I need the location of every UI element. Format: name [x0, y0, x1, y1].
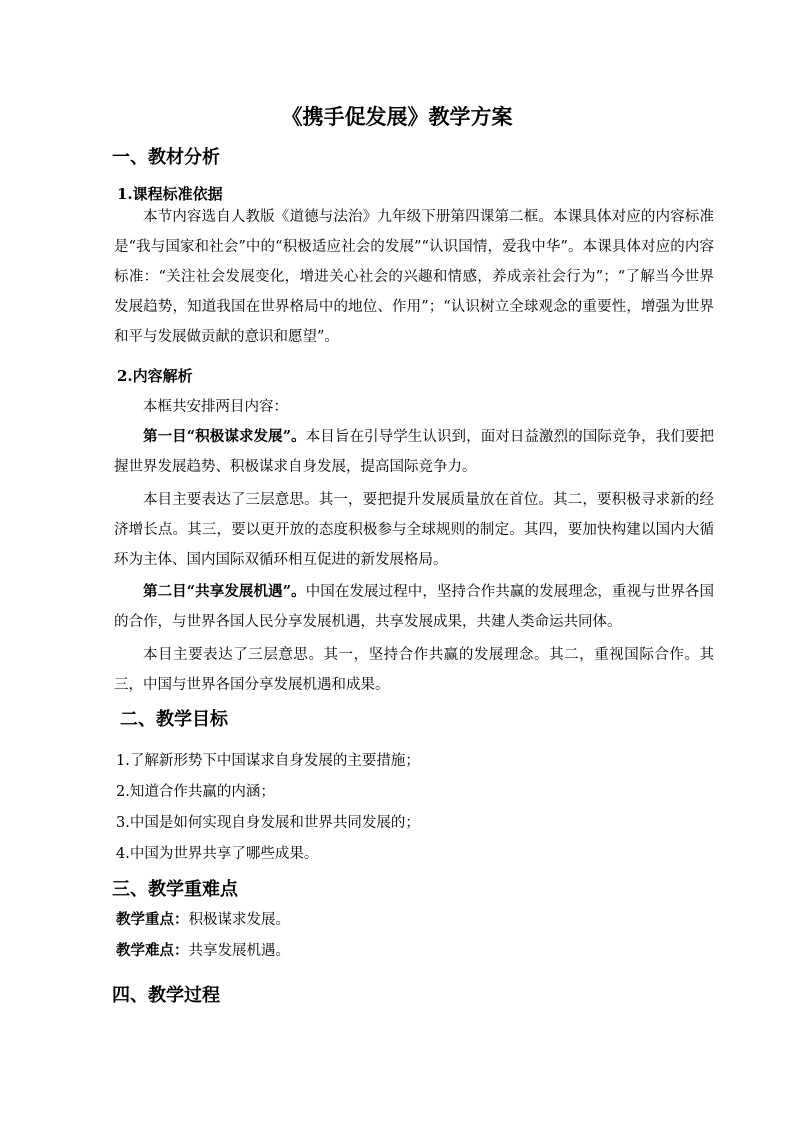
difficult-point-value: 共享发展机遇。 — [188, 943, 290, 959]
item1-paragraph — [114, 422, 714, 482]
curriculum-standard-paragraph: 本节内容选自人教版《道德与法治》九年级下册第四课第二框。本课具体对应的内容标准是“我与国家和社会”中的“积极适应社会的发展”“认识国情，爱我中华”。本课具体对应的内容标准：“关注社会发展变化，增进关心社会的兴趣和情感，养成亲社会行为”；“了解当今世界发展趋势，知道我国在世界格局中的地位、作用”；“认识树立全球观念的重要性，增强为世界和平与发展做贡献的意识和愿望”。 — [114, 209, 714, 345]
goal-item: 3.中国是如何实现自身发展和世界共同发展的； — [116, 815, 420, 831]
subsection-1-heading: 1.课程标准依据 — [117, 185, 223, 203]
item2-text: 中国在发展过程中，坚持合作共赢的发展理念，重视与世界各国的合作，与世界各国人民分享发展机遇，共享发展成果，共建人类命运共同体。 — [114, 584, 714, 630]
item2-paragraph — [114, 577, 714, 637]
goal-item: 4.中国为世界共享了哪些成果。 — [116, 846, 319, 862]
section-3-heading: 三、教学重难点 — [112, 879, 238, 900]
goal-item: 2.知道合作共赢的内涵； — [116, 784, 275, 800]
difficult-point-line — [116, 939, 290, 963]
document-title: 《携手促发展》教学方案 — [281, 104, 513, 129]
item1-text: 本目旨在引导学生认识到，面对日益激烈的国际竞争，我们要把握世界发展趋势、积极谋求自身发展，提高国际竞争力。 — [114, 429, 714, 475]
item2-lead: 第二目“共享发展机遇”。 — [143, 583, 306, 600]
key-point-label: 教学重点： — [116, 911, 189, 928]
difficult-point-label: 教学难点： — [116, 942, 189, 959]
section-2-heading: 二、教学目标 — [120, 709, 228, 730]
goal-item: 1.了解新形势下中国谋求自身发展的主要措施； — [116, 753, 420, 769]
item1-lead: 第一目“积极谋求发展”。 — [143, 428, 306, 445]
content-intro: 本框共安排两目内容： — [143, 399, 288, 415]
section-1-heading: 一、教材分析 — [112, 147, 220, 168]
item2-detail-paragraph: 本目主要表达了三层意思。其一，坚持合作共赢的发展理念。其二，重视国际合作。其三，中国与世界各国分享发展机遇和成果。 — [114, 647, 714, 693]
section-4-heading: 四、教学过程 — [112, 985, 220, 1006]
key-point-line — [116, 908, 290, 932]
key-point-value: 积极谋求发展。 — [188, 912, 290, 928]
subsection-2-heading: 2.内容解析 — [117, 367, 193, 385]
item1-detail-paragraph: 本目主要表达了三层意思。其一，要把提升发展质量放在首位。其二，要积极寻求新的经济增长点。其三，要以更开放的态度积极参与全球规则的制定。其四，要加快构建以国内大循环为主体、国内国际双循环相互促进的新发展格局。 — [114, 492, 714, 568]
